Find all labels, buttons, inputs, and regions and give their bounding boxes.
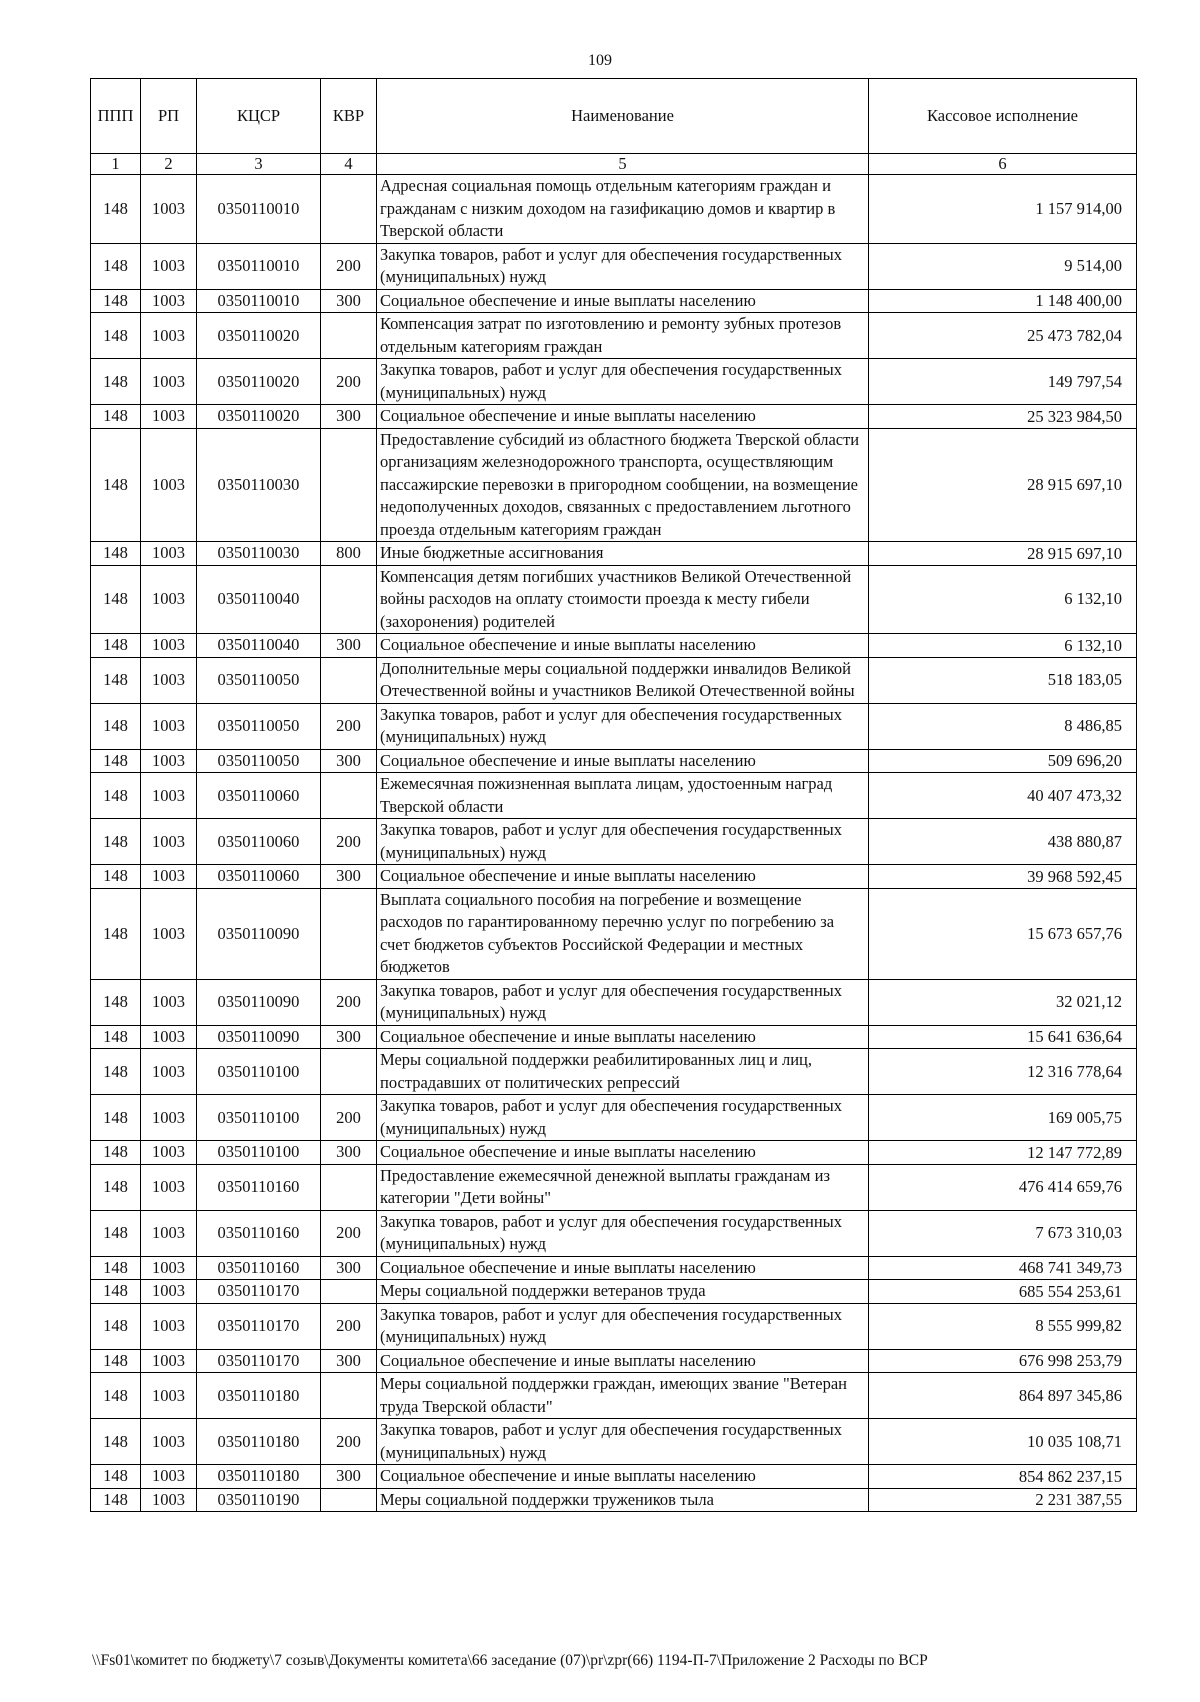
cell-kcsr: 0350110020 (197, 405, 321, 429)
cell-kvr: 300 (321, 1141, 377, 1165)
cell-name: Меры социальной поддержки реабилитированных лиц и лиц, пострадавших от политических репрессий (377, 1049, 869, 1095)
cell-amount: 12 147 772,89 (869, 1141, 1137, 1165)
cell-ppp: 148 (91, 1164, 141, 1210)
cell-rp: 1003 (141, 749, 197, 773)
cell-amount: 6 132,10 (869, 634, 1137, 658)
table-row (91, 1280, 1137, 1304)
cell-name: Закупка товаров, работ и услуг для обеспечения государственных (муниципальных) нужд (377, 819, 869, 865)
cell-rp: 1003 (141, 1280, 197, 1304)
cell-kcsr: 0350110030 (197, 428, 321, 542)
column-number: 6 (869, 154, 1137, 175)
cell-amount: 438 880,87 (869, 819, 1137, 865)
column-number: 1 (91, 154, 141, 175)
cell-ppp: 148 (91, 1488, 141, 1512)
cell-kvr: 300 (321, 749, 377, 773)
cell-ppp: 148 (91, 289, 141, 313)
cell-rp: 1003 (141, 703, 197, 749)
cell-amount: 1 148 400,00 (869, 289, 1137, 313)
cell-name: Социальное обеспечение и иные выплаты населению (377, 289, 869, 313)
cell-amount: 28 915 697,10 (869, 428, 1137, 542)
cell-kcsr: 0350110170 (197, 1280, 321, 1304)
cell-kvr (321, 773, 377, 819)
table-row (91, 773, 1137, 819)
cell-amount: 8 486,85 (869, 703, 1137, 749)
table-row (91, 359, 1137, 405)
cell-amount: 864 897 345,86 (869, 1373, 1137, 1419)
cell-kcsr: 0350110040 (197, 565, 321, 634)
cell-amount: 15 641 636,64 (869, 1025, 1137, 1049)
cell-amount: 12 316 778,64 (869, 1049, 1137, 1095)
cell-ppp: 148 (91, 657, 141, 703)
cell-kvr: 200 (321, 1419, 377, 1465)
cell-amount: 32 021,12 (869, 979, 1137, 1025)
column-number: 3 (197, 154, 321, 175)
table-row (91, 1373, 1137, 1419)
table-row (91, 703, 1137, 749)
cell-kvr: 300 (321, 289, 377, 313)
cell-kvr: 300 (321, 1025, 377, 1049)
table-row (91, 1303, 1137, 1349)
cell-rp: 1003 (141, 1373, 197, 1419)
cell-amount: 25 323 984,50 (869, 405, 1137, 429)
cell-name: Меры социальной поддержки граждан, имеющих звание "Ветеран труда Тверской области" (377, 1373, 869, 1419)
cell-amount: 468 741 349,73 (869, 1256, 1137, 1280)
table-body (91, 175, 1137, 1512)
cell-name: Компенсация детям погибших участников Великой Отечественной войны расходов на оплату стоимости проезда к месту гибели (захоронения) родителей (377, 565, 869, 634)
cell-rp: 1003 (141, 542, 197, 566)
table-row (91, 1141, 1137, 1165)
cell-ppp: 148 (91, 428, 141, 542)
cell-name: Социальное обеспечение и иные выплаты населению (377, 405, 869, 429)
table-row (91, 542, 1137, 566)
cell-kvr: 200 (321, 1303, 377, 1349)
cell-name: Социальное обеспечение и иные выплаты населению (377, 749, 869, 773)
cell-name: Закупка товаров, работ и услуг для обеспечения государственных (муниципальных) нужд (377, 359, 869, 405)
cell-kvr: 200 (321, 243, 377, 289)
cell-amount: 6 132,10 (869, 565, 1137, 634)
cell-kcsr: 0350110180 (197, 1373, 321, 1419)
cell-ppp: 148 (91, 175, 141, 244)
cell-kvr (321, 428, 377, 542)
cell-amount: 685 554 253,61 (869, 1280, 1137, 1304)
table-row (91, 565, 1137, 634)
cell-ppp: 148 (91, 1303, 141, 1349)
cell-amount: 676 998 253,79 (869, 1349, 1137, 1373)
cell-kcsr: 0350110020 (197, 313, 321, 359)
cell-ppp: 148 (91, 1419, 141, 1465)
cell-name: Закупка товаров, работ и услуг для обеспечения государственных (муниципальных) нужд (377, 243, 869, 289)
cell-kcsr: 0350110060 (197, 819, 321, 865)
cell-name: Компенсация затрат по изготовлению и ремонту зубных протезов отдельным категориям граждан (377, 313, 869, 359)
cell-amount: 10 035 108,71 (869, 1419, 1137, 1465)
cell-rp: 1003 (141, 888, 197, 979)
cell-amount: 8 555 999,82 (869, 1303, 1137, 1349)
cell-rp: 1003 (141, 1303, 197, 1349)
cell-name: Ежемесячная пожизненная выплата лицам, удостоенным наград Тверской области (377, 773, 869, 819)
cell-ppp: 148 (91, 773, 141, 819)
cell-kcsr: 0350110050 (197, 749, 321, 773)
table-row (91, 1210, 1137, 1256)
column-number: 5 (377, 154, 869, 175)
cell-rp: 1003 (141, 1141, 197, 1165)
cell-kcsr: 0350110160 (197, 1256, 321, 1280)
cell-name: Закупка товаров, работ и услуг для обеспечения государственных (муниципальных) нужд (377, 1419, 869, 1465)
page-number: 109 (588, 52, 612, 69)
cell-kvr (321, 1049, 377, 1095)
table-row (91, 175, 1137, 244)
cell-kcsr: 0350110160 (197, 1164, 321, 1210)
cell-kvr: 300 (321, 1465, 377, 1489)
cell-rp: 1003 (141, 1164, 197, 1210)
cell-ppp: 148 (91, 565, 141, 634)
cell-ppp: 148 (91, 979, 141, 1025)
cell-kcsr: 0350110010 (197, 243, 321, 289)
cell-ppp: 148 (91, 1025, 141, 1049)
table-row (91, 819, 1137, 865)
cell-kvr: 200 (321, 1210, 377, 1256)
table-row (91, 634, 1137, 658)
cell-rp: 1003 (141, 773, 197, 819)
cell-name: Меры социальной поддержки ветеранов труда (377, 1280, 869, 1304)
table-row (91, 428, 1137, 542)
cell-amount: 518 183,05 (869, 657, 1137, 703)
cell-rp: 1003 (141, 1488, 197, 1512)
cell-rp: 1003 (141, 865, 197, 889)
cell-kcsr: 0350110030 (197, 542, 321, 566)
cell-rp: 1003 (141, 1025, 197, 1049)
cell-rp: 1003 (141, 1049, 197, 1095)
cell-rp: 1003 (141, 1095, 197, 1141)
cell-ppp: 148 (91, 313, 141, 359)
cell-name: Меры социальной поддержки тружеников тыла (377, 1488, 869, 1512)
footer-file-path: \\Fs01\комитет по бюджету\7 созыв\Документы комитета\66 заседание (07)\pr\zpr(66) 1194-П-7\Приложение 2 Расходы по ВСР (92, 1652, 928, 1669)
cell-ppp: 148 (91, 634, 141, 658)
cell-name: Социальное обеспечение и иные выплаты населению (377, 634, 869, 658)
header-name: Наименование (377, 79, 869, 154)
cell-kvr (321, 1488, 377, 1512)
table-row (91, 657, 1137, 703)
cell-kvr: 300 (321, 865, 377, 889)
cell-kcsr: 0350110100 (197, 1095, 321, 1141)
cell-kvr (321, 1280, 377, 1304)
cell-ppp: 148 (91, 749, 141, 773)
cell-amount: 149 797,54 (869, 359, 1137, 405)
cell-ppp: 148 (91, 819, 141, 865)
cell-ppp: 148 (91, 865, 141, 889)
table-row (91, 313, 1137, 359)
header-row (91, 79, 1137, 154)
cell-rp: 1003 (141, 565, 197, 634)
cell-rp: 1003 (141, 359, 197, 405)
table-row (91, 888, 1137, 979)
cell-amount: 39 968 592,45 (869, 865, 1137, 889)
table-row (91, 289, 1137, 313)
cell-name: Предоставление ежемесячной денежной выплаты гражданам из категории "Дети войны" (377, 1164, 869, 1210)
cell-kvr: 200 (321, 979, 377, 1025)
cell-name: Социальное обеспечение и иные выплаты населению (377, 1465, 869, 1489)
cell-kcsr: 0350110100 (197, 1141, 321, 1165)
table-row (91, 1349, 1137, 1373)
cell-amount: 509 696,20 (869, 749, 1137, 773)
table-row (91, 1488, 1137, 1512)
cell-kcsr: 0350110170 (197, 1303, 321, 1349)
cell-kcsr: 0350110020 (197, 359, 321, 405)
cell-ppp: 148 (91, 1465, 141, 1489)
cell-kvr: 200 (321, 703, 377, 749)
cell-amount: 854 862 237,15 (869, 1465, 1137, 1489)
table-row (91, 979, 1137, 1025)
cell-name: Закупка товаров, работ и услуг для обеспечения государственных (муниципальных) нужд (377, 703, 869, 749)
column-number-row (91, 154, 1137, 175)
table-row (91, 1095, 1137, 1141)
cell-amount: 9 514,00 (869, 243, 1137, 289)
column-number: 2 (141, 154, 197, 175)
cell-rp: 1003 (141, 819, 197, 865)
cell-rp: 1003 (141, 313, 197, 359)
cell-kvr: 300 (321, 1256, 377, 1280)
cell-rp: 1003 (141, 657, 197, 703)
cell-kcsr: 0350110160 (197, 1210, 321, 1256)
cell-ppp: 148 (91, 1049, 141, 1095)
cell-ppp: 148 (91, 1256, 141, 1280)
cell-kcsr: 0350110170 (197, 1349, 321, 1373)
cell-ppp: 148 (91, 1210, 141, 1256)
cell-name: Закупка товаров, работ и услуг для обеспечения государственных (муниципальных) нужд (377, 979, 869, 1025)
cell-kvr: 800 (321, 542, 377, 566)
cell-kcsr: 0350110090 (197, 979, 321, 1025)
cell-kvr (321, 175, 377, 244)
cell-ppp: 148 (91, 1141, 141, 1165)
cell-rp: 1003 (141, 243, 197, 289)
cell-kvr: 300 (321, 405, 377, 429)
table-row (91, 1164, 1137, 1210)
cell-name: Иные бюджетные ассигнования (377, 542, 869, 566)
cell-kvr: 200 (321, 359, 377, 405)
cell-rp: 1003 (141, 428, 197, 542)
cell-amount: 169 005,75 (869, 1095, 1137, 1141)
cell-rp: 1003 (141, 1256, 197, 1280)
table-row (91, 1256, 1137, 1280)
cell-kvr (321, 888, 377, 979)
cell-amount: 28 915 697,10 (869, 542, 1137, 566)
cell-kcsr: 0350110180 (197, 1419, 321, 1465)
cell-kcsr: 0350110190 (197, 1488, 321, 1512)
cell-name: Выплата социального пособия на погребение и возмещение расходов по гарантированному перечню услуг по погребению за счет бюджетов субъектов Российской Федерации и местных бюджетов (377, 888, 869, 979)
cell-ppp: 148 (91, 1373, 141, 1419)
cell-kvr (321, 313, 377, 359)
cell-ppp: 148 (91, 888, 141, 979)
cell-name: Социальное обеспечение и иные выплаты населению (377, 1141, 869, 1165)
cell-amount: 476 414 659,76 (869, 1164, 1137, 1210)
header-amount: Кассовое исполнение (869, 79, 1137, 154)
cell-ppp: 148 (91, 405, 141, 429)
cell-name: Адресная социальная помощь отдельным категориям граждан и гражданам с низким доходом на газификацию домов и квартир в Тверской области (377, 175, 869, 244)
cell-kvr (321, 657, 377, 703)
table-row (91, 1465, 1137, 1489)
cell-kcsr: 0350110010 (197, 289, 321, 313)
cell-ppp: 148 (91, 1095, 141, 1141)
cell-amount: 7 673 310,03 (869, 1210, 1137, 1256)
cell-kvr: 300 (321, 1349, 377, 1373)
cell-kvr: 200 (321, 819, 377, 865)
cell-amount: 15 673 657,76 (869, 888, 1137, 979)
table-row (91, 243, 1137, 289)
cell-kcsr: 0350110100 (197, 1049, 321, 1095)
cell-name: Закупка товаров, работ и услуг для обеспечения государственных (муниципальных) нужд (377, 1210, 869, 1256)
cell-ppp: 148 (91, 703, 141, 749)
cell-rp: 1003 (141, 1465, 197, 1489)
header-ppp: ППП (91, 79, 141, 154)
header-rp: РП (141, 79, 197, 154)
cell-name: Предоставление субсидий из областного бюджета Тверской области организациям железнодорожного транспорта, осуществляющим пассажирские перевозки в пригородном сообщении, на возмещение недополученных доходов, связанных с предоставлением льготного проезда отдельным категориям граждан (377, 428, 869, 542)
header-kvr: КВР (321, 79, 377, 154)
table-row (91, 1049, 1137, 1095)
table-row (91, 749, 1137, 773)
cell-kvr: 300 (321, 634, 377, 658)
cell-name: Социальное обеспечение и иные выплаты населению (377, 1025, 869, 1049)
cell-kvr (321, 1373, 377, 1419)
cell-name: Закупка товаров, работ и услуг для обеспечения государственных (муниципальных) нужд (377, 1303, 869, 1349)
cell-ppp: 148 (91, 542, 141, 566)
cell-rp: 1003 (141, 175, 197, 244)
cell-ppp: 148 (91, 243, 141, 289)
cell-kvr (321, 1164, 377, 1210)
table-row (91, 865, 1137, 889)
column-number: 4 (321, 154, 377, 175)
cell-rp: 1003 (141, 289, 197, 313)
cell-amount: 2 231 387,55 (869, 1488, 1137, 1512)
cell-name: Закупка товаров, работ и услуг для обеспечения государственных (муниципальных) нужд (377, 1095, 869, 1141)
table-row (91, 1419, 1137, 1465)
budget-table (90, 78, 1137, 1512)
header-kcsr: КЦСР (197, 79, 321, 154)
cell-kcsr: 0350110050 (197, 703, 321, 749)
cell-ppp: 148 (91, 359, 141, 405)
cell-rp: 1003 (141, 979, 197, 1025)
cell-kcsr: 0350110060 (197, 865, 321, 889)
cell-kcsr: 0350110050 (197, 657, 321, 703)
table-row (91, 405, 1137, 429)
cell-kcsr: 0350110090 (197, 888, 321, 979)
cell-name: Социальное обеспечение и иные выплаты населению (377, 865, 869, 889)
cell-amount: 40 407 473,32 (869, 773, 1137, 819)
cell-kcsr: 0350110060 (197, 773, 321, 819)
cell-amount: 25 473 782,04 (869, 313, 1137, 359)
cell-kcsr: 0350110010 (197, 175, 321, 244)
cell-kcsr: 0350110180 (197, 1465, 321, 1489)
cell-name: Дополнительные меры социальной поддержки инвалидов Великой Отечественной войны и участников Великой Отечественной войны (377, 657, 869, 703)
cell-kvr: 200 (321, 1095, 377, 1141)
cell-name: Социальное обеспечение и иные выплаты населению (377, 1349, 869, 1373)
cell-name: Социальное обеспечение и иные выплаты населению (377, 1256, 869, 1280)
cell-rp: 1003 (141, 1349, 197, 1373)
cell-kvr (321, 565, 377, 634)
cell-ppp: 148 (91, 1349, 141, 1373)
cell-rp: 1003 (141, 1210, 197, 1256)
cell-rp: 1003 (141, 405, 197, 429)
table-row (91, 1025, 1137, 1049)
cell-ppp: 148 (91, 1280, 141, 1304)
cell-amount: 1 157 914,00 (869, 175, 1137, 244)
cell-kcsr: 0350110090 (197, 1025, 321, 1049)
cell-rp: 1003 (141, 1419, 197, 1465)
cell-rp: 1003 (141, 634, 197, 658)
cell-kcsr: 0350110040 (197, 634, 321, 658)
